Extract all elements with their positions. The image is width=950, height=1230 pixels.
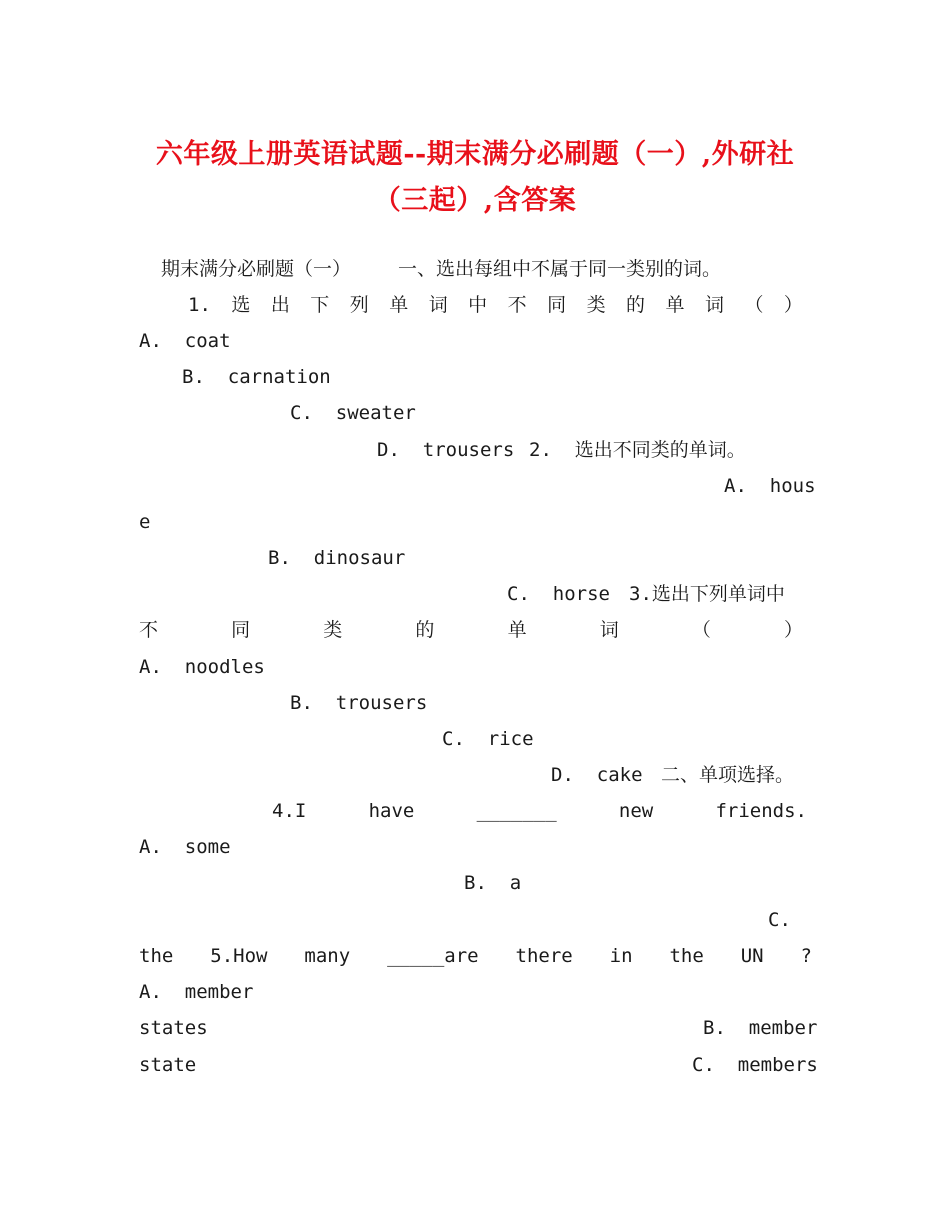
q1-char: 同	[547, 294, 567, 316]
intro-text: 期末满分必刷题（一）	[161, 258, 352, 280]
q2-option-a-cont: e	[139, 511, 151, 533]
q5-word: the	[669, 945, 704, 967]
q1-option-c: C. sweater	[290, 402, 416, 424]
q1-char: （	[744, 294, 764, 316]
q3-char: 词	[599, 619, 619, 641]
q5-word: _____are	[387, 945, 479, 967]
q1-char: 中	[468, 294, 488, 316]
q3-char: ）	[783, 619, 803, 641]
q1-char: 1.	[188, 294, 211, 316]
q1-char: 列	[349, 294, 369, 316]
q4-word: new	[618, 800, 654, 822]
q3-char: 同	[231, 619, 251, 641]
section1-heading: 一、选出每组中不属于同一类别的词。	[398, 258, 722, 280]
q5-option-c: C. members	[692, 1054, 818, 1076]
q5-word: 5.How	[210, 945, 268, 967]
q1-char: 下	[310, 294, 330, 316]
q4-word: have	[368, 800, 415, 822]
q1-stem	[188, 292, 803, 318]
q1-option-b: B. carnation	[182, 366, 331, 388]
q3-option-b: B. trousers	[290, 692, 428, 714]
q1-option-d: D. trousers	[377, 439, 515, 461]
q3-char: 类	[323, 619, 343, 641]
q1-char: ）	[783, 294, 803, 316]
q1-char: 不	[507, 294, 527, 316]
q4-stem	[272, 798, 807, 824]
q2-stem: 2. 选出不同类的单词。	[529, 439, 746, 461]
q5-word: UN	[740, 945, 764, 967]
q5-option-b-cont: state	[139, 1054, 197, 1076]
q2-option-b: B. dinosaur	[268, 547, 406, 569]
q1-char: 选	[231, 294, 251, 316]
q5-word: ?	[800, 945, 812, 967]
q3-char: 不	[139, 619, 159, 641]
q1-char: 词	[704, 294, 724, 316]
q5-word: the	[139, 945, 174, 967]
document-title-line1: 六年级上册英语试题--期末满分必刷题（一）,外研社	[155, 139, 795, 170]
q5-word: in	[609, 945, 633, 967]
q5-word: many	[304, 945, 351, 967]
q1-char: 的	[626, 294, 646, 316]
q5-option-a: A. member	[139, 981, 254, 1003]
q4-word: friends.	[715, 800, 807, 822]
q3-char: （	[691, 619, 711, 641]
q3-option-d: D. cake	[551, 764, 643, 786]
q3-stem	[139, 617, 803, 643]
q4-word: 4.I	[272, 800, 307, 822]
q5-option-a-cont: states	[139, 1017, 208, 1039]
section2-heading: 二、单项选择。	[661, 764, 795, 786]
q2-option-c: C. horse	[507, 583, 610, 605]
q5-stem	[139, 943, 812, 969]
q5-word: there	[515, 945, 573, 967]
q1-char: 单	[389, 294, 409, 316]
document-title-line2: （三起）,含答案	[373, 185, 577, 216]
q4-word: _______	[476, 800, 557, 822]
q4-option-a: A. some	[139, 836, 231, 858]
q5-option-b: B. member	[703, 1017, 818, 1039]
q3-char: 单	[507, 619, 527, 641]
q3-stem-start: 3.选出下列单词中	[629, 583, 785, 605]
q4-option-c: C.	[768, 909, 791, 931]
q1-char: 单	[665, 294, 685, 316]
q3-char: 的	[415, 619, 435, 641]
q2-option-a: A. hous	[724, 475, 816, 497]
q1-char: 词	[428, 294, 448, 316]
q1-char: 类	[586, 294, 606, 316]
q3-option-c: C. rice	[442, 728, 534, 750]
q3-option-a: A. noodles	[139, 656, 265, 678]
q1-char: 出	[270, 294, 290, 316]
q1-option-a: A. coat	[139, 330, 231, 352]
q4-option-b: B. a	[464, 872, 522, 894]
